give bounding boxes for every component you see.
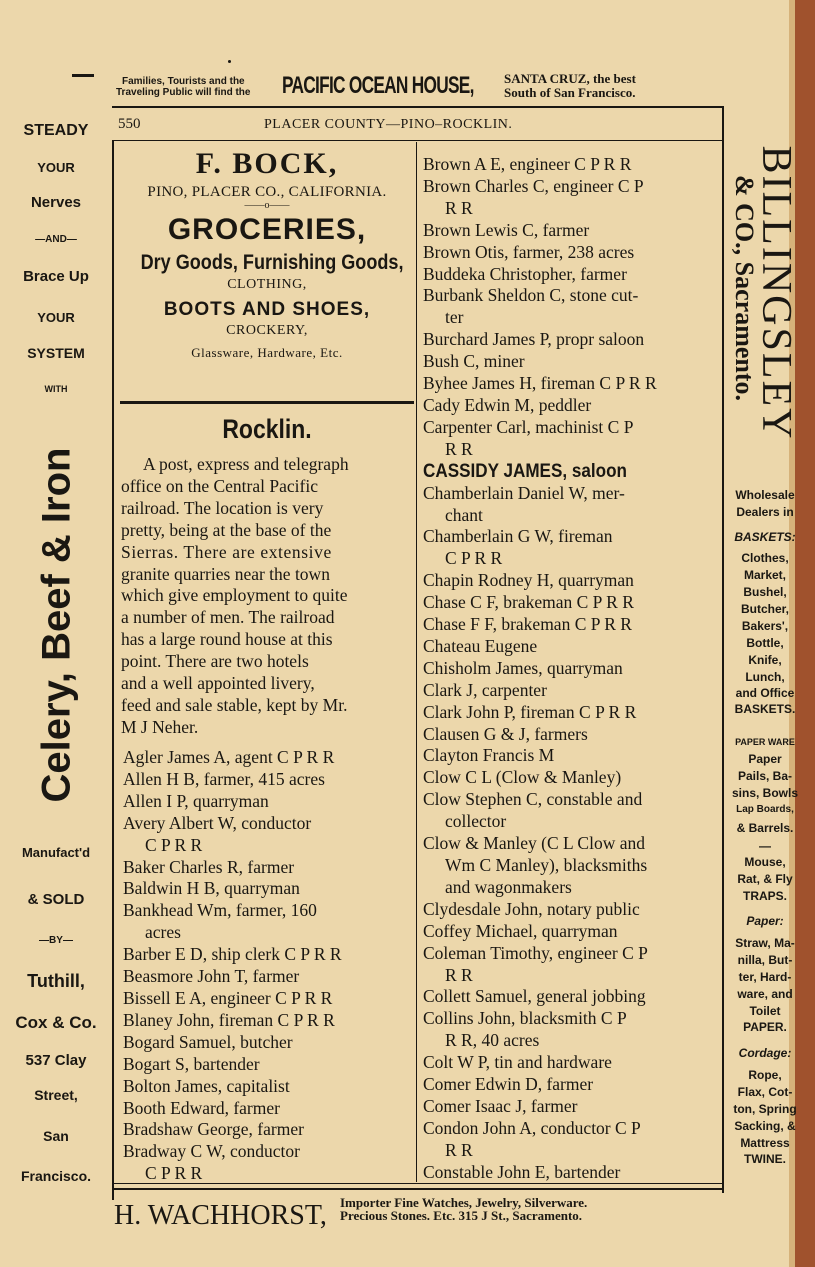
celery-beef-iron-vertical: Celery, Beef & Iron xyxy=(34,447,79,803)
directory-entry xyxy=(423,154,721,176)
print-speck xyxy=(228,60,231,63)
directory-entry xyxy=(123,1010,415,1032)
top-ad-title: PACIFIC OCEAN HOUSE, xyxy=(282,72,474,99)
directory-entry-text: Coffey Michael, quarryman xyxy=(423,920,618,941)
directory-entry xyxy=(423,307,721,329)
directory-entry-text: Cady Edwin M, peddler xyxy=(423,394,592,415)
description-line: railroad. The location is very xyxy=(121,497,324,518)
directory-entry xyxy=(123,1054,415,1076)
directory-entry-text: Collins John, blacksmith C P xyxy=(423,1008,627,1029)
description-line: point. There are two hotels xyxy=(121,651,309,672)
right-ad-line: ter, Hard- xyxy=(738,970,792,984)
directory-entry xyxy=(123,769,415,791)
directory-entry-text: C P R R xyxy=(145,1163,203,1184)
directory-entry-text: C P R R xyxy=(145,834,203,855)
directory-entry xyxy=(423,264,721,286)
directory-entry xyxy=(423,198,721,220)
directory-entry-text: Comer Edwin D, farmer xyxy=(423,1074,594,1095)
directory-entry xyxy=(423,636,721,658)
directory-entry xyxy=(423,1118,721,1140)
running-head: PLACER COUNTY—PINO–ROCKLIN. xyxy=(264,117,513,132)
directory-entry-text: Collett Samuel, general jobbing xyxy=(423,986,646,1007)
right-ad-line: Wholesale xyxy=(735,488,795,502)
directory-entry xyxy=(423,921,721,943)
directory-entry-text: Bogard Samuel, butcher xyxy=(123,1031,293,1052)
directory-entry-text: Wm C Manley), blacksmiths xyxy=(445,855,648,875)
directory-entry-text: Comer Isaac J, farmer xyxy=(423,1095,578,1116)
directory-entry xyxy=(423,417,721,439)
directory-entry-text: Bush C, miner xyxy=(423,351,525,372)
directory-entry xyxy=(423,1008,721,1030)
celery-beef-iron-wrap xyxy=(22,420,92,830)
left-ad-line: STEADY xyxy=(23,122,89,139)
directory-entry-text: Clow Stephen C, constable and xyxy=(423,789,643,810)
directory-entry xyxy=(123,900,415,922)
description-line: granite quarries near the town xyxy=(121,563,330,584)
left-ad-line: Tuthill, xyxy=(27,971,85,991)
left-ad-line: & SOLD xyxy=(27,891,85,908)
description-line: pretty, being at the base of the xyxy=(121,519,332,540)
right-ad-line: Bottle, xyxy=(746,636,784,650)
directory-entry-text: Clow C L (Clow & Manley) xyxy=(423,767,622,788)
left-ad-line: SYSTEM xyxy=(27,345,85,361)
directory-entry xyxy=(423,789,721,811)
directory-entry xyxy=(423,767,721,789)
right-ad-line: BASKETS. xyxy=(734,702,796,716)
bottom-rule-thick xyxy=(112,1188,724,1190)
frame-left-rule xyxy=(112,140,114,1200)
right-ad-line: nilla, But- xyxy=(737,953,793,967)
right-ad-line: ware, and xyxy=(737,987,793,1001)
bottom-rule-thin xyxy=(112,1183,724,1184)
right-ad-line: PAPER WARE xyxy=(735,737,795,747)
bock-crockery: CROCKERY, xyxy=(226,323,308,338)
bock-bottom-rule xyxy=(120,401,414,404)
directory-entry-text: Clark J, carpenter xyxy=(423,679,547,700)
directory-entry-text: Chisholm James, quarryman xyxy=(423,657,623,678)
directory-entry xyxy=(423,965,721,987)
directory-entry xyxy=(423,943,721,965)
directory-entry xyxy=(423,1162,721,1184)
directory-entry xyxy=(123,1141,415,1163)
directory-entry-text: Blaney John, fireman C P R R xyxy=(123,1009,335,1030)
directory-entry-text: C P R R xyxy=(445,548,503,569)
directory-entry xyxy=(423,329,721,351)
footer-advertisement xyxy=(114,1194,734,1234)
right-margin-advertisement xyxy=(726,108,804,1188)
top-dash xyxy=(72,74,94,77)
directory-entry-text: Brown A E, engineer C P R R xyxy=(423,154,632,174)
directory-entry xyxy=(123,791,415,813)
directory-entry xyxy=(123,1076,415,1098)
directory-entry-text: Agler James A, agent C P R R xyxy=(123,747,335,767)
directory-entry xyxy=(423,439,721,461)
directory-entry xyxy=(423,526,721,548)
right-ad-line: Bushel, xyxy=(743,585,787,599)
right-ad-line: Knife, xyxy=(748,653,782,667)
directory-entry-text: R R xyxy=(445,438,473,459)
page-number: 550 xyxy=(118,116,141,132)
right-ad-line: PAPER. xyxy=(743,1020,787,1034)
directory-entry xyxy=(423,658,721,680)
left-ad-line: Nerves xyxy=(30,194,82,211)
right-ad-line: Lap Boards, xyxy=(736,804,794,815)
directory-entry-text: Bankhead Wm, farmer, 160 xyxy=(123,900,317,921)
directory-entry-text: Buddeka Christopher, farmer xyxy=(423,263,627,284)
directory-entry xyxy=(423,351,721,373)
directory-entry-text: Bolton James, capitalist xyxy=(123,1075,290,1096)
rocklin-description xyxy=(121,454,413,739)
directory-entry xyxy=(123,1163,415,1185)
right-ad-line: Straw, Ma- xyxy=(735,936,795,950)
right-ad-line: Paper: xyxy=(746,914,784,928)
directory-entry xyxy=(123,857,415,879)
right-ad-line: Pails, Ba- xyxy=(737,769,793,783)
page-header xyxy=(118,116,722,138)
right-ad-line: ton, Spring xyxy=(733,1102,797,1116)
left-ad-line: YOUR xyxy=(37,310,75,325)
directory-entry xyxy=(423,1140,721,1162)
top-advertisement xyxy=(112,70,722,104)
billingsley-co: & CO., Sacramento. xyxy=(730,174,759,402)
directory-entry xyxy=(123,835,415,857)
directory-entry-text: Colt W P, tin and hardware xyxy=(423,1052,612,1073)
directory-entry-text: acres xyxy=(145,922,181,943)
bock-dry-goods: Dry Goods, Furnishing Goods, xyxy=(140,251,404,274)
directory-entry xyxy=(423,548,721,570)
directory-entry xyxy=(423,1052,721,1074)
directory-entry xyxy=(423,285,721,307)
left-directory-list xyxy=(123,747,415,1185)
directory-entry-text: Byhee James H, fireman C P R R xyxy=(423,373,657,394)
left-ad-line: Cox & Co. xyxy=(15,1013,97,1032)
directory-entry xyxy=(423,220,721,242)
directory-entry-text: Booth Edward, farmer xyxy=(123,1097,280,1118)
directory-entry xyxy=(123,1119,415,1141)
right-ad-line: and Office xyxy=(735,686,795,700)
directory-entry xyxy=(423,877,721,899)
footer-line1: Importer Fine Watches, Jewelry, Silverware. xyxy=(340,1195,588,1210)
right-ad-line: Flax, Cot- xyxy=(737,1085,793,1099)
right-ad-line: Market, xyxy=(743,568,787,582)
directory-entry xyxy=(423,570,721,592)
directory-entry-text: CASSIDY JAMES, saloon xyxy=(423,460,627,482)
directory-entry xyxy=(423,461,721,483)
directory-entry xyxy=(423,1074,721,1096)
directory-entry-text: R R xyxy=(445,197,473,218)
directory-entry-text: Allen I P, quarryman xyxy=(123,790,269,811)
directory-entry xyxy=(423,505,721,527)
right-ad-line: Dealers in xyxy=(736,505,794,519)
billingsley-name: BILLINGSLEY xyxy=(753,145,799,441)
directory-entry-text: Burbank Sheldon C, stone cut- xyxy=(423,285,639,306)
top-ad-right-line2: South of San Francisco. xyxy=(504,85,636,100)
left-ad-line: San xyxy=(43,1128,69,1144)
bock-boots: BOOTS AND SHOES, xyxy=(163,299,371,320)
directory-entry xyxy=(423,395,721,417)
directory-entry xyxy=(123,1098,415,1120)
left-ad-line: Manufact'd xyxy=(21,845,91,860)
right-ad-line: Sacking, & xyxy=(734,1119,796,1133)
directory-entry xyxy=(123,1032,415,1054)
left-ad-line: WITH xyxy=(44,384,68,394)
frame-right-rule xyxy=(722,108,724,1193)
frame-top-rule xyxy=(112,106,724,108)
bock-name: F. BOCK, xyxy=(195,147,339,180)
billingsley-vertical-block xyxy=(726,108,804,478)
right-ad-line: — xyxy=(759,839,771,853)
top-ad-left-line1: Families, Tourists and the xyxy=(122,76,245,87)
description-line: feed and sale stable, kept by Mr. xyxy=(121,694,348,715)
directory-entry xyxy=(423,833,721,855)
directory-entry xyxy=(423,614,721,636)
directory-entry xyxy=(423,373,721,395)
left-ad-line: —BY— xyxy=(39,935,73,946)
directory-entry xyxy=(423,855,721,877)
top-ad-right xyxy=(504,72,636,100)
directory-entry-text: and wagonmakers xyxy=(445,876,572,897)
directory-entry-text: Coleman Timothy, engineer C P xyxy=(423,942,648,963)
directory-entry-text: Avery Albert W, conductor xyxy=(123,812,312,833)
description-line: M J Neher. xyxy=(121,716,199,737)
directory-entry-text: Brown Charles C, engineer C P xyxy=(423,175,644,196)
top-ad-right-line1: SANTA CRUZ, the best xyxy=(504,71,636,86)
directory-entry-text: ter xyxy=(445,307,464,328)
right-ad-line: Butcher, xyxy=(740,602,789,616)
directory-entry xyxy=(123,878,415,900)
directory-entry-text: Bradway C W, conductor xyxy=(123,1141,300,1162)
directory-entry xyxy=(123,747,415,769)
directory-entry xyxy=(423,1096,721,1118)
directory-entry-text: Constable John E, bartender xyxy=(423,1161,621,1182)
directory-entry-text: Clayton Francis M xyxy=(423,745,555,766)
right-ad-line: BASKETS: xyxy=(734,530,796,544)
directory-entry-text: Beasmore John T, farmer xyxy=(123,966,300,987)
left-ad-line: Street, xyxy=(34,1087,78,1103)
right-directory-list xyxy=(423,154,721,1184)
footer-right xyxy=(340,1196,587,1222)
directory-entry-text: Chamberlain Daniel W, mer- xyxy=(423,482,625,503)
directory-entry xyxy=(423,1030,721,1052)
right-ad-line: TRAPS. xyxy=(742,889,787,903)
description-line: Sierras. There are extensive xyxy=(121,541,332,562)
column-divider xyxy=(416,142,417,1182)
left-ad-line: —AND— xyxy=(35,234,77,245)
footer-line2: Precious Stones. Etc. 315 J St., Sacramento. xyxy=(340,1208,583,1223)
directory-entry xyxy=(123,813,415,835)
directory-entry-text: Baker Charles R, farmer xyxy=(123,856,295,877)
right-ad-line: Paper xyxy=(748,752,782,766)
directory-entry xyxy=(123,966,415,988)
right-ad-line: Mouse, xyxy=(744,855,786,869)
directory-entry-text: Clydesdale John, notary public xyxy=(423,898,640,919)
directory-entry xyxy=(423,242,721,264)
directory-entry-text: Bradshaw George, farmer xyxy=(123,1119,304,1140)
directory-entry-text: Carpenter Carl, machinist C P xyxy=(423,416,634,437)
directory-entry xyxy=(123,944,415,966)
directory-entry-text: R R, 40 acres xyxy=(445,1030,540,1051)
top-ad-left-line2: Traveling Public will find the xyxy=(116,87,251,98)
directory-entry-text: Brown Otis, farmer, 238 acres xyxy=(423,241,635,262)
directory-entry-text: Chapin Rodney H, quarryman xyxy=(423,570,634,591)
directory-entry-text: collector xyxy=(445,811,507,832)
bock-place: PINO, PLACER CO., CALIFORNIA. xyxy=(147,184,387,200)
left-ad-line: YOUR xyxy=(37,160,75,175)
bock-advertisement xyxy=(120,148,414,361)
directory-entry-text: Chase F F, brakeman C P R R xyxy=(423,614,632,635)
right-ad-line: & Barrels. xyxy=(736,821,794,835)
description-line: has a large round house at this xyxy=(121,629,333,650)
directory-entry-text: Condon John A, conductor C P xyxy=(423,1117,641,1138)
right-ad-line: TWINE. xyxy=(744,1152,786,1166)
directory-entry-text: R R xyxy=(445,1139,473,1160)
right-ad-line: Cordage: xyxy=(738,1046,792,1060)
directory-entry xyxy=(123,988,415,1010)
description-line: which give employment to quite xyxy=(121,585,348,606)
directory-entry xyxy=(423,702,721,724)
right-ad-line: Rat, & Fly xyxy=(737,872,793,886)
directory-entry-text: Baldwin H B, quarryman xyxy=(123,878,300,899)
right-ad-line: Clothes, xyxy=(741,551,789,565)
directory-entry xyxy=(423,592,721,614)
directory-entry-text: Barber E D, ship clerk C P R R xyxy=(123,944,342,965)
directory-entry xyxy=(423,745,721,767)
directory-entry xyxy=(423,483,721,505)
directory-entry-text: Brown Lewis C, farmer xyxy=(423,219,590,240)
left-ad-line: Brace Up xyxy=(23,268,89,285)
rocklin-title: Rocklin. xyxy=(222,414,312,444)
directory-entry xyxy=(423,176,721,198)
description-line: a number of men. The railroad xyxy=(121,607,335,628)
directory-entry-text: Clark John P, fireman C P R R xyxy=(423,701,637,722)
right-ad-line: Lunch, xyxy=(745,670,785,684)
right-ad-line: sins, Bowls xyxy=(731,786,799,800)
directory-entry xyxy=(423,680,721,702)
right-ad-line: Mattress xyxy=(740,1136,790,1150)
directory-entry-text: R R xyxy=(445,964,473,985)
left-ad-line: Francisco. xyxy=(20,1168,92,1184)
right-ad-line: Bakers', xyxy=(741,619,789,633)
directory-entry xyxy=(123,922,415,944)
right-ad-line: Rope, xyxy=(748,1068,782,1082)
directory-entry-text: Clow & Manley (C L Clow and xyxy=(423,833,645,854)
directory-entry-text: Chateau Eugene xyxy=(423,635,538,656)
description-line: A post, express and telegraph xyxy=(143,454,349,474)
directory-entry-text: Chamberlain G W, fireman xyxy=(423,526,613,547)
description-line: office on the Central Pacific xyxy=(121,475,318,496)
left-ad-line: 537 Clay xyxy=(25,1052,87,1069)
bock-ornament: ——o—— xyxy=(244,200,290,211)
bock-groceries: GROCERIES, xyxy=(167,213,367,246)
directory-entry-text: Bissell E A, engineer C P R R xyxy=(123,987,333,1008)
header-rule xyxy=(112,140,724,141)
directory-entry-text: Clausen G & J, farmers xyxy=(423,723,588,744)
bock-clothing: CLOTHING, xyxy=(227,277,307,292)
directory-entry xyxy=(423,986,721,1008)
directory-entry xyxy=(423,811,721,833)
bock-glassware: Glassware, Hardware, Etc. xyxy=(191,345,343,360)
directory-entry xyxy=(423,724,721,746)
directory-entry-text: Burchard James P, propr saloon xyxy=(423,329,645,350)
description-line: and a well appointed livery, xyxy=(121,673,315,694)
directory-entry xyxy=(423,899,721,921)
right-ad-line: Toilet xyxy=(749,1004,781,1018)
footer-name: H. WACHHORST, xyxy=(114,1200,327,1231)
directory-entry-text: Allen H B, farmer, 415 acres xyxy=(123,768,325,789)
directory-entry-text: chant xyxy=(445,504,483,525)
directory-entry-text: Bogart S, bartender xyxy=(123,1053,260,1074)
directory-entry-text: Chase C F, brakeman C P R R xyxy=(423,592,634,613)
